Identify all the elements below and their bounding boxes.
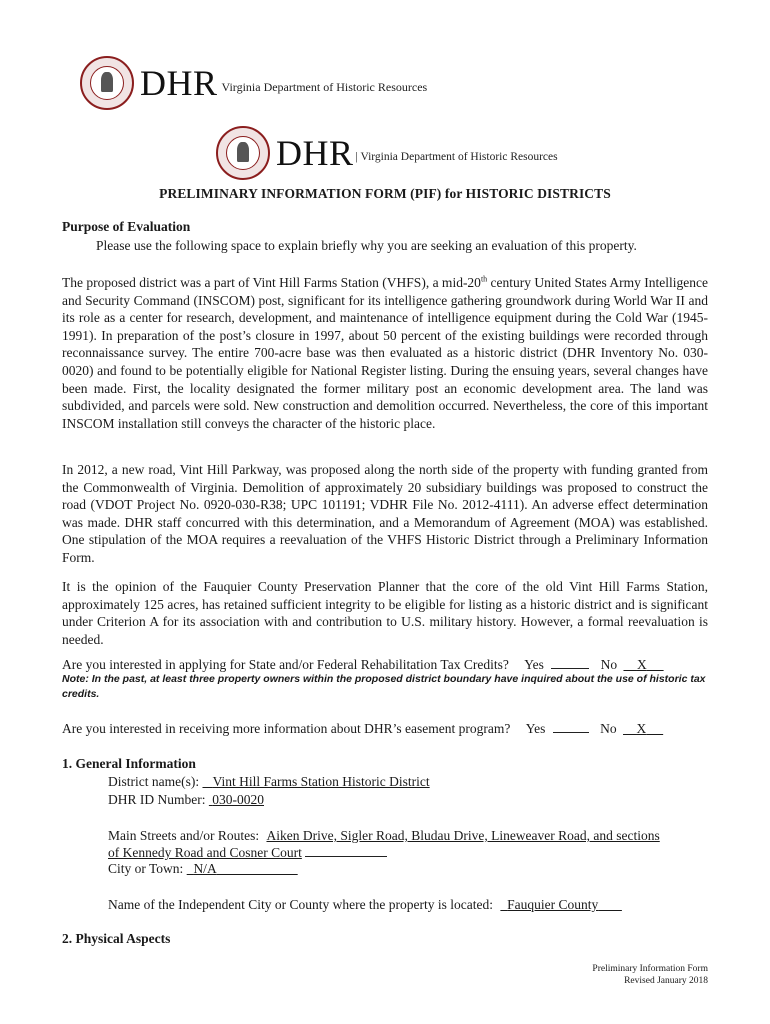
footer-revision: Revised January 2018 (624, 976, 708, 986)
dhr-wordmark: DHR (276, 133, 354, 173)
general-info-heading: 1. General Information (62, 756, 196, 771)
streets-field[interactable]: Aiken Drive, Sigler Road, Bludau Drive, Lineweaver Road, and sections (266, 828, 660, 843)
purpose-paragraph-3: It is the opinion of the Fauquier County Preservation Planner that the core of the old Vint Hill Farms Station, approximately 125 acres, has retained sufficient integrity to be eligible for listing as a historic district and is significant under Criterion A for its association with and contribution to U.S. military history. However, a formal reevaluation is needed. (62, 579, 708, 647)
easement-yes-field[interactable] (553, 720, 589, 733)
tax-credit-no-label: No (600, 657, 618, 672)
dhr-wordmark: DHR (140, 63, 218, 103)
streets-row (108, 827, 660, 845)
virginia-seal-icon (80, 56, 134, 110)
agency-name: | Virginia Department of Historic Resources (355, 151, 558, 163)
easement-question-row (62, 720, 663, 738)
dhr-logo-second (216, 126, 558, 180)
streets-field-continued[interactable]: of Kennedy Road and Cosner Court (108, 845, 302, 860)
district-name-row (108, 773, 430, 791)
easement-no-label: No (600, 721, 617, 736)
virginia-seal-icon (216, 126, 270, 180)
city-field[interactable]: N/A (193, 861, 217, 876)
dhr-id-row (108, 791, 264, 809)
county-label: Name of the Independent City or County where the property is located: (108, 897, 494, 912)
dhr-id-field[interactable]: 030-0020 (212, 792, 264, 807)
tax-credit-yes-field[interactable] (551, 656, 589, 669)
agency-name: Virginia Department of Historic Resources (221, 79, 428, 94)
purpose-paragraph-2: In 2012, a new road, Vint Hill Parkway, was proposed along the north side of the property with funding granted from the Commonwealth of Virginia. Demolition of approximately 20 subsidiary buildings was proposed to construct the road (VDOT Project No. 0920-030-R38; UPC 101191; VDHR File No. 2012-4111). An adverse effect determination was made. DHR staff concurred with this determination, and a Memorandum of Agreement (MOA) was established. One stipulation of the MOA requires a reevaluation of the VHFS Historic District through a Preliminary Information Form. (62, 462, 708, 565)
city-label: City or Town: (108, 861, 184, 876)
page-footer (592, 963, 708, 987)
county-field[interactable]: Fauquier County (507, 897, 599, 912)
easement-no-field[interactable]: X (636, 721, 647, 736)
form-title: PRELIMINARY INFORMATION FORM (PIF) for HISTORIC DISTRICTS (159, 186, 611, 201)
footer-form-name: Preliminary Information Form (592, 964, 708, 974)
physical-aspects-heading: 2. Physical Aspects (62, 931, 171, 946)
county-row (108, 896, 622, 914)
streets-blank[interactable] (305, 844, 387, 857)
purpose-instruction: Please use the following space to explain briefly why you are seeking an evaluation of this property. (96, 238, 637, 253)
streets-row-2 (108, 844, 387, 862)
tax-credit-question: Are you interested in applying for State and/or Federal Rehabilitation Tax Credits? (62, 657, 509, 672)
easement-yes-label: Yes (525, 721, 546, 736)
tax-credit-question-row (62, 656, 664, 674)
dhr-logo-top (80, 56, 427, 110)
district-name-field[interactable]: Vint Hill Farms Station Historic District (212, 774, 430, 789)
district-name-label: District name(s): (108, 774, 200, 789)
purpose-heading: Purpose of Evaluation (62, 219, 191, 234)
tax-credit-no-field[interactable]: X (636, 657, 647, 672)
dhr-id-label: DHR ID Number: (108, 792, 206, 807)
tax-credit-note: Note: In the past, at least three property owners within the proposed district boundary have inquired about the use of historic tax credits. (62, 673, 706, 700)
streets-label: Main Streets and/or Routes: (108, 828, 260, 843)
easement-question: Are you interested in receiving more information about DHR’s easement program? (62, 721, 511, 736)
city-row (108, 860, 298, 878)
purpose-paragraph-1: The proposed district was a part of Vint Hill Farms Station (VHFS), a mid-20th century United States Army Intelligence and Security Command (INSCOM) post, significant for its intelligence gathering groundwork during World War II and its role as a center for research, development, and maintenance of intelligence equipment during the Cold War (1945-1991). In preparation of the post’s closure in 1997, about 50 percent of the existing buildings were recorded through reconnaissance survey. The entire 700-acre base was then evaluated as a historic district (DHR Inventory No. 030-0020) and found to be potentially eligible for National Register listing. During the ensuing years, several changes have been made. First, the locality designated the former military post an economic development area. The land was subdivided, and parcels were sold. New construction and demolition occurred. Nevertheless, the core of this important INSCOM installation still conveys the character of the historic place. (62, 274, 709, 431)
tax-credit-yes-label: Yes (524, 657, 544, 672)
